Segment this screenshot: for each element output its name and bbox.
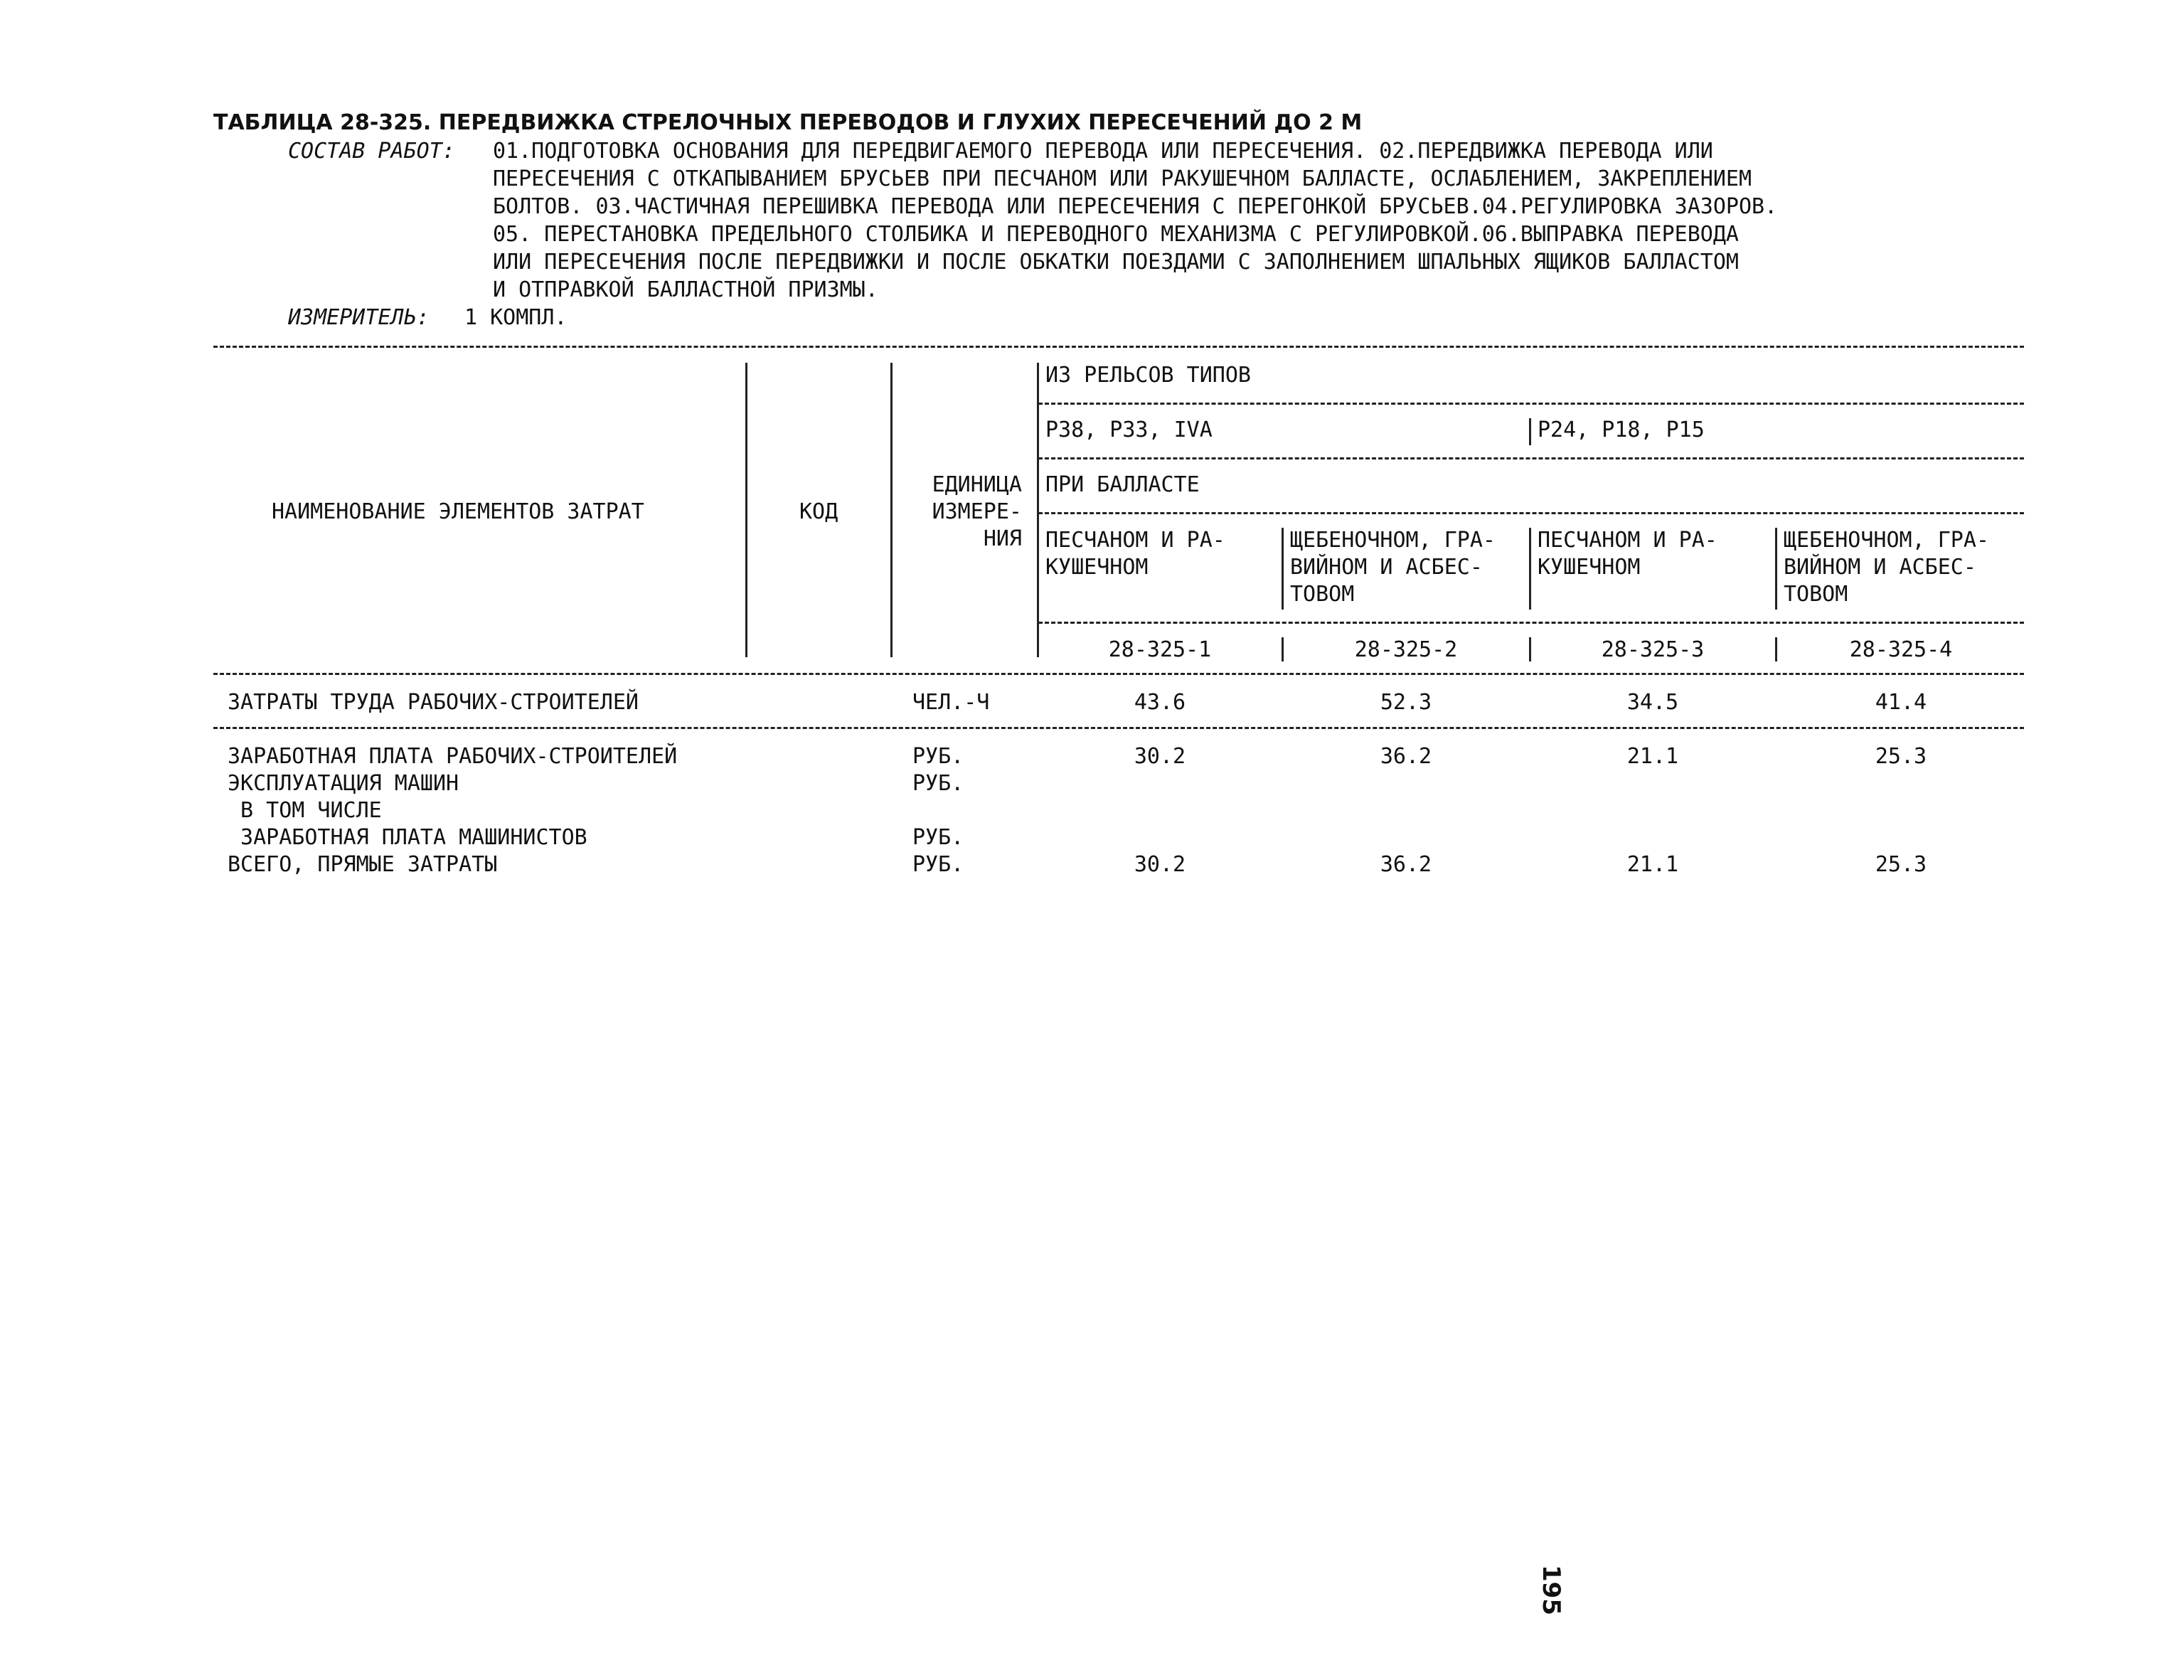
table-title: ТАБЛИЦА 28-325. ПЕРЕДВИЖКА СТРЕЛОЧНЫХ ПЕРЕВОДОВ И ГЛУХИХ ПЕРЕСЕЧЕНИЙ ДО 2 М bbox=[213, 110, 1363, 135]
row-unit: ЧЕЛ.-Ч bbox=[912, 690, 990, 715]
row-name: ВСЕГО, ПРЯМЫЕ ЗАТРАТЫ bbox=[228, 852, 498, 877]
ballast-type-2-line: ЩЕБЕНОЧНОМ, ГРА- bbox=[1290, 528, 1496, 553]
row-value: 30.2 bbox=[1134, 852, 1186, 877]
row-name: ЗАРАБОТНАЯ ПЛАТА РАБОЧИХ-СТРОИТЕЛЕЙ bbox=[228, 744, 678, 769]
row-value: 52.3 bbox=[1380, 690, 1432, 715]
row-unit: РУБ. bbox=[912, 825, 964, 850]
col-divider-ballast-1 bbox=[1282, 528, 1284, 610]
col-divider-code-3 bbox=[1775, 637, 1777, 661]
composition-line: ИЛИ ПЕРЕСЕЧЕНИЯ ПОСЛЕ ПЕРЕДВИЖКИ И ПОСЛЕ ОБКАТКИ ПОЕЗДАМИ С ЗАПОЛНЕНИЕМ ШПАЛЬНЫХ ЯЩИКОВ БАЛЛАСТОМ bbox=[493, 250, 1739, 275]
row-value: 36.2 bbox=[1380, 744, 1432, 769]
table-header-bottom-rule bbox=[213, 673, 2024, 675]
col-divider-ballast-2 bbox=[1529, 528, 1531, 610]
ballast-type-1-line: КУШЕЧНОМ bbox=[1045, 555, 1149, 580]
row-unit: РУБ. bbox=[912, 852, 964, 877]
ballast-type-2-line: ВИЙНОМ И АСБЕС- bbox=[1290, 555, 1483, 580]
col-divider-name bbox=[745, 363, 747, 657]
header-unit-line: НИЯ bbox=[983, 526, 1022, 551]
row-value: 43.6 bbox=[1134, 690, 1186, 715]
page-number: 195 bbox=[1537, 1565, 1565, 1615]
rule-rail-types bbox=[1038, 403, 2024, 405]
row-value: 21.1 bbox=[1626, 744, 1679, 769]
composition-line: 01.ПОДГОТОВКА ОСНОВАНИЯ ДЛЯ ПЕРЕДВИГАЕМОГО ПЕРЕВОДА ИЛИ ПЕРЕСЕЧЕНИЯ. 02.ПЕРЕДВИЖКА ПЕРЕВОДА ИЛИ bbox=[493, 139, 1713, 164]
composition-line: ПЕРЕСЕЧЕНИЯ С ОТКАПЫВАНИЕМ БРУСЬЕВ ПРИ ПЕСЧАНОМ ИЛИ РАКУШЕЧНОМ БАЛЛАСТЕ, ОСЛАБЛЕНИЕМ, ЗАКРЕПЛЕНИЕМ bbox=[493, 166, 1752, 191]
ballast-type-3-line: ПЕСЧАНОМ И РА- bbox=[1538, 528, 1717, 553]
row-unit: РУБ. bbox=[912, 771, 964, 796]
header-name-column: НАИМЕНОВАНИЕ ЭЛЕМЕНТОВ ЗАТРАТ bbox=[272, 499, 644, 524]
ballast-type-3-line: КУШЕЧНОМ bbox=[1538, 555, 1641, 580]
ballast-type-2-line: ТОВОМ bbox=[1290, 582, 1355, 607]
row-value: 41.4 bbox=[1875, 690, 1927, 715]
col-divider-code-1 bbox=[1282, 637, 1284, 661]
row-value: 36.2 bbox=[1380, 852, 1432, 877]
row-value: 25.3 bbox=[1875, 744, 1927, 769]
measure-label: ИЗМЕРИТЕЛЬ: bbox=[288, 305, 430, 330]
measure-value: 1 КОМПЛ. bbox=[464, 305, 568, 330]
header-ballast: ПРИ БАЛЛАСТЕ bbox=[1045, 472, 1200, 497]
row-separator-rule bbox=[213, 727, 2024, 729]
composition-line: 05. ПЕРЕСТАНОВКА ПРЕДЕЛЬНОГО СТОЛБИКА И ПЕРЕВОДНОГО МЕХАНИЗМА С РЕГУЛИРОВКОЙ.06.ВЫПРАВКА ПЕРЕВОДА bbox=[493, 222, 1739, 247]
row-name: ЭКСПЛУАТАЦИЯ МАШИН bbox=[228, 771, 459, 796]
column-code-2: 28-325-2 bbox=[1354, 637, 1458, 662]
rule-ballast bbox=[1038, 512, 2024, 514]
col-divider-unit bbox=[1037, 363, 1039, 657]
col-divider-code-2 bbox=[1529, 637, 1531, 661]
ballast-type-1-line: ПЕСЧАНОМ И РА- bbox=[1045, 528, 1225, 553]
composition-line: И ОТПРАВКОЙ БАЛЛАСТНОЙ ПРИЗМЫ. bbox=[493, 277, 878, 302]
row-name: ЗАРАБОТНАЯ ПЛАТА МАШИНИСТОВ bbox=[228, 825, 587, 850]
ballast-type-4-line: ТОВОМ bbox=[1784, 582, 1848, 607]
ballast-type-4-line: ВИЙНОМ И АСБЕС- bbox=[1784, 555, 1976, 580]
row-value: 21.1 bbox=[1626, 852, 1679, 877]
row-unit: РУБ. bbox=[912, 744, 964, 769]
composition-label: СОСТАВ РАБОТ: bbox=[288, 139, 455, 164]
row-name: В ТОМ ЧИСЛЕ bbox=[228, 798, 382, 823]
header-code-column: КОД bbox=[799, 499, 838, 524]
row-value: 25.3 bbox=[1875, 852, 1927, 877]
composition-line: БОЛТОВ. 03.ЧАСТИЧНАЯ ПЕРЕШИВКА ПЕРЕВОДА ИЛИ ПЕРЕСЕЧЕНИЯ С ПЕРЕГОНКОЙ БРУСЬЕВ.04.РЕГУЛИРОВКА ЗАЗОРОВ. bbox=[493, 194, 1778, 219]
rule-rail-groups bbox=[1038, 457, 2024, 459]
header-unit-line: ИЗМЕРЕ- bbox=[932, 499, 1022, 524]
row-name: ЗАТРАТЫ ТРУДА РАБОЧИХ-СТРОИТЕЛЕЙ bbox=[228, 690, 639, 715]
ballast-type-4-line: ЩЕБЕНОЧНОМ, ГРА- bbox=[1784, 528, 1989, 553]
row-value: 30.2 bbox=[1134, 744, 1186, 769]
table-top-rule bbox=[213, 346, 2024, 348]
col-divider-code bbox=[890, 363, 893, 657]
col-divider-rail-group bbox=[1529, 418, 1531, 445]
column-code-3: 28-325-3 bbox=[1601, 637, 1705, 662]
rule-ballast-types bbox=[1038, 622, 2024, 624]
column-code-4: 28-325-4 bbox=[1849, 637, 1953, 662]
row-value: 34.5 bbox=[1626, 690, 1679, 715]
header-rail-types: ИЗ РЕЛЬСОВ ТИПОВ bbox=[1045, 363, 1251, 388]
header-rail-group-2: Р24, Р18, Р15 bbox=[1538, 418, 1705, 442]
col-divider-ballast-3 bbox=[1775, 528, 1777, 610]
header-rail-group-1: Р38, Р33, IVA bbox=[1045, 418, 1213, 442]
header-unit-line: ЕДИНИЦА bbox=[932, 472, 1022, 497]
column-code-1: 28-325-1 bbox=[1108, 637, 1212, 662]
